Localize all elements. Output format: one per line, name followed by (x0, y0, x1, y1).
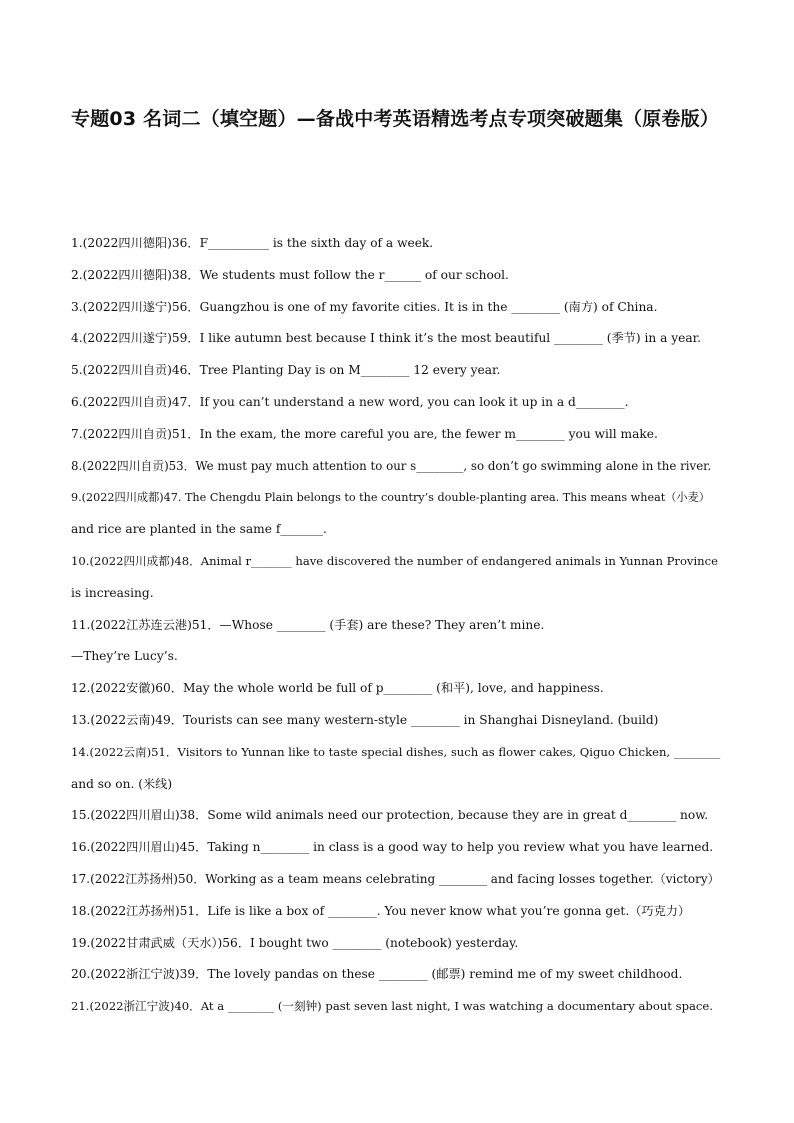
question-line: 13.(2022云南)49．Tourists can see many western-style ________ in Shanghai Disneyland. (build) (71, 712, 659, 727)
question-line: 12.(2022安徽)60．May the whole world be full of p________ (和平), love, and happiness. (71, 681, 604, 696)
document-title: 专题03 名词二（填空题）—备战中考英语精选考点专项突破题集（原卷版） (71, 108, 720, 130)
question-line: 21.(2022浙江宁波)40．At a ________ (一刻钟) past seven last night, I was watching a documentary about space. (71, 999, 713, 1014)
question-line: 19.(2022甘肃武威（天水）)56．I bought two ________ (notebook) yesterday. (71, 935, 519, 950)
question-line: 1.(2022四川德阳)36．F__________ is the sixth day of a week. (71, 236, 434, 250)
question-line: 14.(2022云南)51．Visitors to Yunnan like to taste special dishes, such as flower cakes, Qiguo Chicken, ________ (71, 744, 721, 759)
question-line: 10.(2022四川成都)48．Animal r_______ have discovered the number of endangered animals in Yunnan Province (71, 553, 719, 568)
question-line: 5.(2022四川自贡)46．Tree Planting Day is on M________ 12 every year. (71, 363, 501, 378)
question-line-continued: —They’re Lucy’s. (71, 649, 178, 664)
question-line: 6.(2022四川自贡)47．If you can’t understand a new word, you can look it up in a d________. (71, 394, 629, 409)
question-line: 20.(2022浙江宁波)39．The lovely pandas on these ________ (邮票) remind me of my sweet childhood. (71, 967, 683, 982)
question-list (71, 228, 721, 1023)
question-line: 18.(2022江苏扬州)51．Life is like a box of ________. You never know what you’re gonna get.（巧克力） (71, 903, 691, 918)
question-line-continued: and so on. (米线) (71, 776, 173, 791)
question-line: 16.(2022四川眉山)45．Taking n________ in class is a good way to help you review what you have learned. (71, 840, 714, 855)
question-line: 11.(2022江苏连云港)51．—Whose ________ (手套) are these? They aren’t mine. (71, 617, 545, 632)
question-line: 17.(2022江苏扬州)50．Working as a team means celebrating ________ and facing losses together.（victory） (71, 871, 720, 886)
question-line: 15.(2022四川眉山)38．Some wild animals need our protection, because they are in great d________ now. (71, 808, 709, 823)
question-line: 4.(2022四川遂宁)59．I like autumn best because I think it’s the most beautiful ________ (季节) in a year. (71, 331, 701, 346)
question-line-continued: and rice are planted in the same f_______. (71, 522, 327, 537)
question-line: 9.(2022四川成都)47. The Chengdu Plain belongs to the country’s double-planting area. This means wheat（小麦） (71, 491, 710, 505)
question-line-continued: is increasing. (71, 585, 154, 600)
question-line: 3.(2022四川遂宁)56．Guangzhou is one of my favorite cities. It is in the ________ (南方) of China. (71, 299, 658, 314)
question-line: 7.(2022四川自贡)51．In the exam, the more careful you are, the fewer m________ you will make. (71, 426, 658, 441)
question-line: 2.(2022四川德阳)38．We students must follow the r______ of our school. (71, 267, 509, 282)
question-line: 8.(2022四川自贡)53．We must pay much attention to our s________, so don’t go swimming alone in the river. (71, 458, 712, 473)
